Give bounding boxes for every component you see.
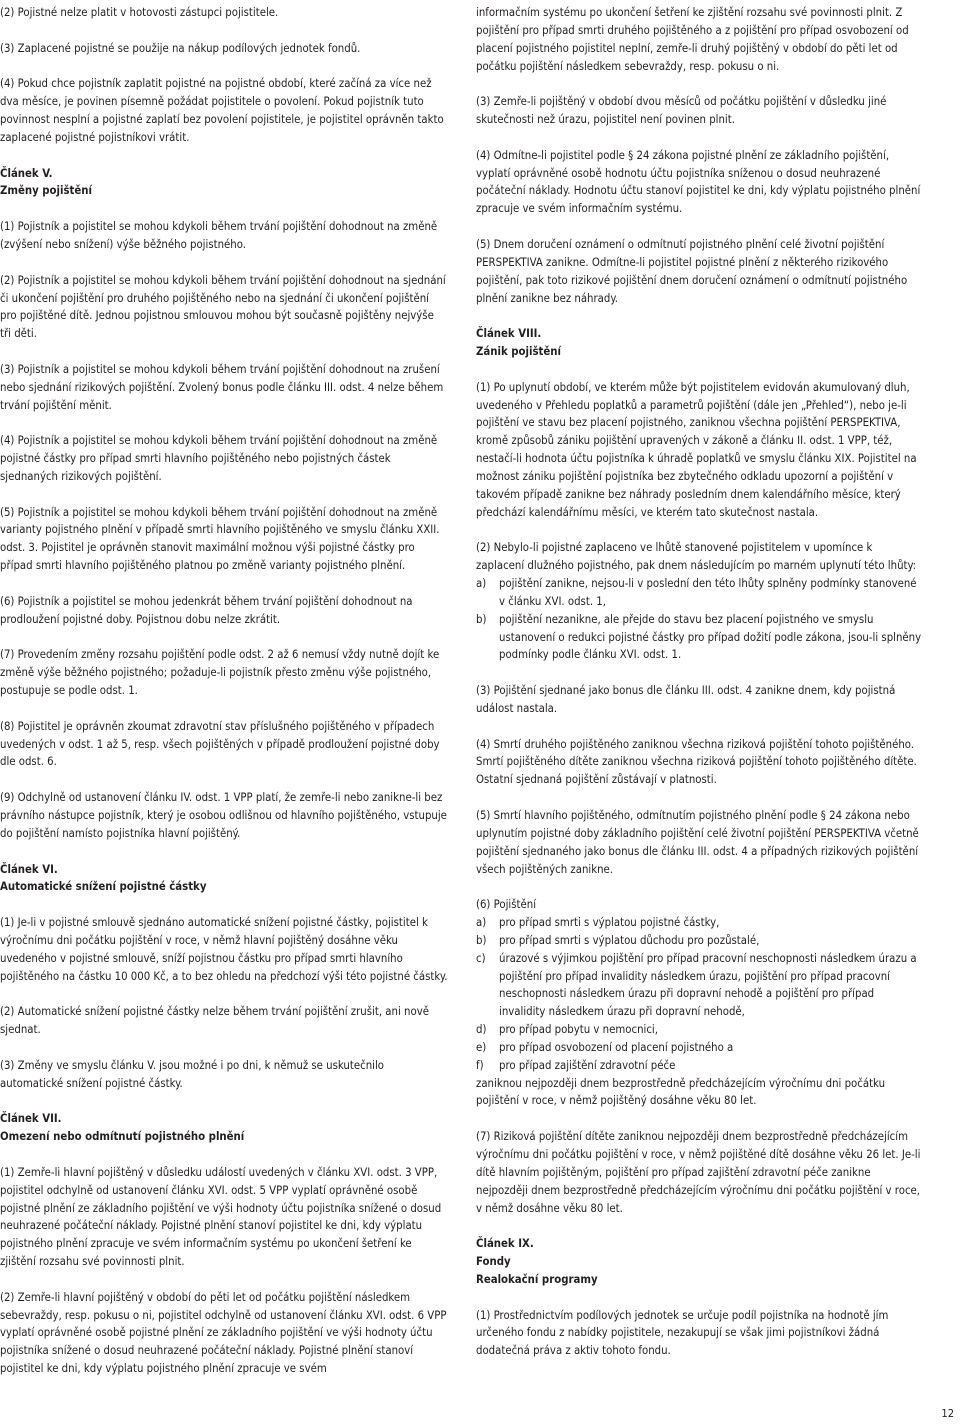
article-heading bbox=[476, 1235, 922, 1289]
article-title: Zánik pojištění bbox=[476, 345, 561, 359]
article-number: Článek V. bbox=[0, 166, 53, 180]
paragraph: (2) Nebylo-li pojistné zaplaceno ve lhůtě stanovené pojistitelem v upomínce k zaplacení dlužného pojistného, pak dnem následujícím po marném uplynutí této lhůty: bbox=[476, 541, 917, 573]
list-item bbox=[476, 932, 922, 950]
paragraph: (4) Smrtí druhého pojištěného zaniknou všechna riziková pojištění tohoto pojištěného. Smrtí pojištěného dítěte zaniknou všechna riziková pojištění tohoto pojištěného dítěte. Ostatní sjednaná pojištění zůstávají v platnosti. bbox=[476, 737, 917, 787]
paragraph: (4) Pojistník a pojistitel se mohou kdykoli během trvání pojištění dohodnout na změně pojistné částky pro případ smrti hlavního pojištěného nebo pojistných částek sjednaných rizikových pojištění. bbox=[0, 434, 438, 483]
paragraph: (2) Automatické snížení pojistné částky nelze během trvání pojištění zrušit, ani nově sjednat. bbox=[0, 1005, 429, 1037]
paragraph: (4) Odmítne-li pojistitel podle § 24 zákona pojistné plnění ze základního pojištění, vyplatí oprávněné osobě hodnotu účtu pojistníka sníženou o dosud neuhrazené počáteční náklady. Hodnotu účtu stanoví pojistitel ke dni, kdy výplatu pojistného plnění zpracuje ve svém informačním systému. bbox=[476, 148, 921, 216]
list-item bbox=[476, 1057, 922, 1075]
paragraph: (2) Pojistník a pojistitel se mohou kdykoli během trvání pojištění dohodnout na sjednání či ukončení pojištění pro druhého pojištěného nebo na sjednání či ukončení pojištění pro pojištěné dítě. Jednou pojistnou smlouvou mohou být současně pojištěny nejvýše tři děti. bbox=[0, 273, 446, 341]
paragraph: (3) Zaplacené pojistné se použije na nákup podílových jednotek fondů. bbox=[0, 41, 361, 55]
list-item-text: pro případ pobytu v nemocnici, bbox=[499, 1023, 658, 1037]
paragraph: (1) Po uplynutí období, ve kterém může být pojistitelem evidován akumulovaný dluh, uvedeného v Přehledu poplatků a parametrů pojištění (dále jen „Přehled“), nebo je-li pojištění ve stavu bez placení pojistného, zaniknou všechna pojištění PERSPEKTIVA, kromě způsobů zániku pojištění upravených v zákoně a článku II. odst. 1 VPP, též, nestačí-li hodnota účtu pojistníka k úhradě poplatků ve smyslu článku XIX. Pojistitel na možnost zániku pojištění pojistníka bez zbytečného odkladu upozorní a pojištění v takovém případě zanikne bez náhrady posledním dnem kalendářního měsíce, který předchází kalendářnímu měsíci, ve kterém tato skutečnost nastala. bbox=[476, 380, 917, 519]
paragraph: (3) Pojistník a pojistitel se mohou kdykoli během trvání pojištění dohodnout na zrušení nebo sjednání rizikových pojištění. Zvolený bonus podle článku III. odst. 4 nelze během trvání pojištění měnit. bbox=[0, 362, 444, 412]
article-number: Článek VII. bbox=[0, 1112, 62, 1126]
paragraph: (6) Pojistník a pojistitel se mohou jedenkrát během trvání pojištění dohodnout na prodloužení pojistné doby. Pojistnou dobu nelze zkrátit. bbox=[0, 594, 413, 626]
article-number: Článek VI. bbox=[0, 862, 58, 876]
paragraph: zaniknou nejpozději dnem bezprostředně předcházejícím výročnímu dni počátku pojištění v roce, v němž pojištěný dosáhne věku 80 let. bbox=[476, 1076, 886, 1108]
paragraph: (5) Smrtí hlavního pojištěného, odmítnutím pojistného plnění podle § 24 zákona nebo uplynutím pojistné doby základního pojištění celé životní pojištění PERSPEKTIVA včetně pojištění sjednaného jako bonus dle článku III. odst. 4 a případných rizikových pojištění všech pojištěných zanikne. bbox=[476, 808, 919, 876]
list-item bbox=[476, 1039, 922, 1057]
paragraph: (2) Zemře-li hlavní pojištěný v období do pěti let od počátku pojištění následkem sebevraždy, resp. pokusu o ni, pojistitel odchylně od ustanovení článku XVI. odst. 6 VPP vyplatí oprávněné osobě pojistné plnění ze základního pojištění ve výši hodnoty účtu pojistníka snížené o dosud neuhrazené počáteční náklady. Pojistné plnění stanoví pojistitel ke dni, kdy výplatu pojistného plnění zpracuje ve svém bbox=[0, 1290, 447, 1376]
lettered-list bbox=[476, 914, 922, 1075]
paragraph: (2) Pojistné nelze platit v hotovosti zástupci pojistitele. bbox=[0, 6, 279, 19]
paragraph: (3) Pojištění sjednané jako bonus dle článku III. odst. 4 zanikne dnem, kdy pojistná událost nastala. bbox=[476, 684, 896, 715]
list-marker: e) bbox=[476, 1040, 487, 1054]
list-marker: f) bbox=[476, 1058, 484, 1072]
paragraph: (5) Dnem doručení oznámení o odmítnutí pojistného plnění celé životní pojištění PERSPEKTIVA zanikne. Odmítne-li pojistitel pojistné plnění z některého rizikového pojištění, pak toto rizikové pojištění dnem doručení oznámení o odmítnutí pojistného plnění zanikne bez náhrady. bbox=[476, 237, 908, 305]
paragraph: (1) Zemře-li hlavní pojištěný v důsledku událostí uvedených v článku XVI. odst. 3 VPP, pojistitel odchylně od ustanovení článku XVI. odst. 5 VPP vyplatí oprávněné osobě pojistné plnění ze základního pojištění ve výši hodnoty účtu pojistníka snížené o dosud neuhrazené počáteční náklady. Pojistné plnění stanoví pojistitel ke dni, kdy výplatu pojistného plnění zpracuje ve svém informačním systému po ukončení šetření ke zjištění rozsahu své povinnosti plnit. bbox=[0, 1165, 442, 1269]
list-marker: c) bbox=[476, 951, 486, 965]
paragraph: (3) Změny ve smyslu článku V. jsou možné i po dni, k němuž se uskutečnilo automatické snížení pojistné částky. bbox=[0, 1058, 385, 1090]
list-item-text: pro případ smrti s výplatou důchodu pro pozůstalé, bbox=[499, 933, 760, 947]
list-item-text: pro případ osvobození od placení pojistného a bbox=[499, 1040, 734, 1054]
article-title: Fondy bbox=[476, 1255, 511, 1269]
paragraph: (7) Provedením změny rozsahu pojištění podle odst. 2 až 6 nemusí vždy nutně dojít ke změně výše běžného pojistného; požaduje-li pojistník přesto změnu výše pojistného, postupuje se podle odst. 1. bbox=[0, 648, 440, 698]
paragraph: (8) Pojistitel je oprávněn zkoumat zdravotní stav příslušného pojištěného v případech uvedených v odst. 1 až 5, resp. všech pojištěných v případě prodloužení pojistné doby dle odst. 6. bbox=[0, 719, 440, 769]
list-item-text: pro případ zajištění zdravotní péče bbox=[499, 1058, 676, 1072]
paragraph: (7) Riziková pojištění dítěte zaniknou nejpozději dnem bezprostředně předcházejícím výročnímu dni počátku pojištění v roce, v němž pojištěné dítě dosáhne věku 26 let. Je-li dítě hlavním pojištěným, pojištění pro případ zajištění zdravotní péče zanikne nejpozději dnem bezprostředně předcházejícím výročnímu dni počátku pojištění v roce, v němž dosáhne věku 80 let. bbox=[476, 1130, 921, 1215]
paragraph: (5) Pojistník a pojistitel se mohou kdykoli během trvání pojištění dohodnout na změně varianty pojistného plnění v případě smrti hlavního pojištěného ve smyslu článku XXII. odst. 3. Pojistitel je oprávněn stanovit maximální možnou výši pojistné částky pro případ smrti hlavního pojištěného platnou po změně varianty pojistného plnění. bbox=[0, 505, 440, 573]
paragraph: informačním systému po ukončení šetření ke zjištění rozsahu své povinnosti plnit. Z pojištění pro případ smrti druhého pojištěného a z pojištění pro případ osvobození od placení pojistného pojistitel neplní, zemře-li druhý pojištěný v období do pěti let od počátku pojištění následkem sebevraždy, resp. pokusu o ni. bbox=[476, 6, 909, 73]
list-item bbox=[476, 950, 922, 1021]
page-number: 12 bbox=[941, 1407, 954, 1420]
paragraph-with-list bbox=[476, 896, 922, 1110]
left-column bbox=[0, 4, 448, 1396]
article-heading bbox=[0, 1110, 448, 1146]
paragraph: (6) Pojištění bbox=[476, 898, 537, 912]
list-marker: a) bbox=[476, 577, 487, 590]
list-item bbox=[476, 1021, 922, 1039]
list-marker: b) bbox=[476, 612, 487, 626]
list-item bbox=[476, 914, 922, 932]
paragraph: (3) Zemře-li pojištěný v období dvou měsíců od počátku pojištění v důsledku jiné skutečnosti než úrazu, pojistitel není povinen plnit. bbox=[476, 95, 887, 127]
article-heading bbox=[0, 165, 448, 201]
paragraph: (1) Prostřednictvím podílových jednotek se určuje podíl pojistníka na hodnotě jím určeného fondu z nabídky pojistitele, nezakupují se však jimi pojistníkovi žádná dodatečná práva z aktiv tohoto fondu. bbox=[476, 1308, 889, 1358]
article-heading bbox=[0, 861, 448, 897]
paragraph: (4) Pokud chce pojistník zaplatit pojistné na pojistné období, které začíná za více než dva měsíce, je povinen písemně požádat pojistitele o povolení. Pokud pojistník tuto povinnost nesplní a pojistné zaplatí bez povolení pojistitele, je pojistitel oprávněn takto zaplacené pojistné pojistníkovi vrátit. bbox=[0, 77, 444, 144]
paragraph: (1) Pojistník a pojistitel se mohou kdykoli během trvání pojištění dohodnout na změně (zvýšení nebo snížení) výše běžného pojistného. bbox=[0, 220, 438, 251]
list-item bbox=[476, 575, 922, 611]
article-title: Automatické snížení pojistné částky bbox=[0, 880, 207, 894]
paragraph-with-list bbox=[476, 539, 922, 664]
article-subtitle: Realokační programy bbox=[476, 1272, 598, 1286]
list-marker: a) bbox=[476, 916, 487, 930]
article-number: Článek IX. bbox=[476, 1237, 534, 1251]
list-item bbox=[476, 611, 922, 665]
list-item-text: pro případ smrti s výplatou pojistné částky, bbox=[499, 916, 720, 930]
lettered-list bbox=[476, 575, 922, 664]
list-item-text: pojištění nezanikne, ale přejde do stavu bez placení pojistného ve smyslu ustanovení o redukci pojistné částky pro případ dožití podle zákona, jsou-li splněny podmínky podle článku XVI. odst. 1. bbox=[499, 612, 922, 662]
right-column bbox=[476, 4, 922, 1378]
list-item-text: úrazové s výjimkou pojištění pro případ pracovní neschopnosti následkem úrazu a pojištění pro případ invalidity následkem úrazu, pojištění pro případ pracovní neschopnosti následkem úrazu při dopravní nehodě a pojištění pro případ invalidity následkem úrazu při dopravní nehodě, bbox=[499, 951, 917, 1019]
article-title: Změny pojištění bbox=[0, 184, 92, 198]
paragraph: (1) Je-li v pojistné smlouvě sjednáno automatické snížení pojistné částky, pojistitel k výročnímu dni počátku pojištění v roce, v němž hlavní pojištěný dosáhne věku uvedeného v pojistné smlouvě, sníží pojistnou částku pro případ smrti hlavního pojištěného na částku 10 000 Kč, a to bez ohledu na předchozí výši této pojistné částky. bbox=[0, 916, 448, 983]
paragraph: (9) Odchylně od ustanovení článku IV. odst. 1 VPP platí, že zemře-li nebo zanikne-li bez právního nástupce pojistník, který je osobou odlišnou od hlavního pojištěného, vstupuje do pojištění namísto pojistníka hlavní pojištěný. bbox=[0, 791, 447, 840]
article-heading bbox=[476, 325, 922, 361]
article-number: Článek VIII. bbox=[476, 327, 542, 341]
article-title: Omezení nebo odmítnutí pojistného plnění bbox=[0, 1130, 245, 1144]
list-item-text: pojištění zanikne, nejsou-li v poslední den této lhůty splněny podmínky stanovené v článku XVI. odst. 1, bbox=[499, 577, 917, 608]
list-marker: d) bbox=[476, 1023, 487, 1037]
list-marker: b) bbox=[476, 933, 487, 947]
